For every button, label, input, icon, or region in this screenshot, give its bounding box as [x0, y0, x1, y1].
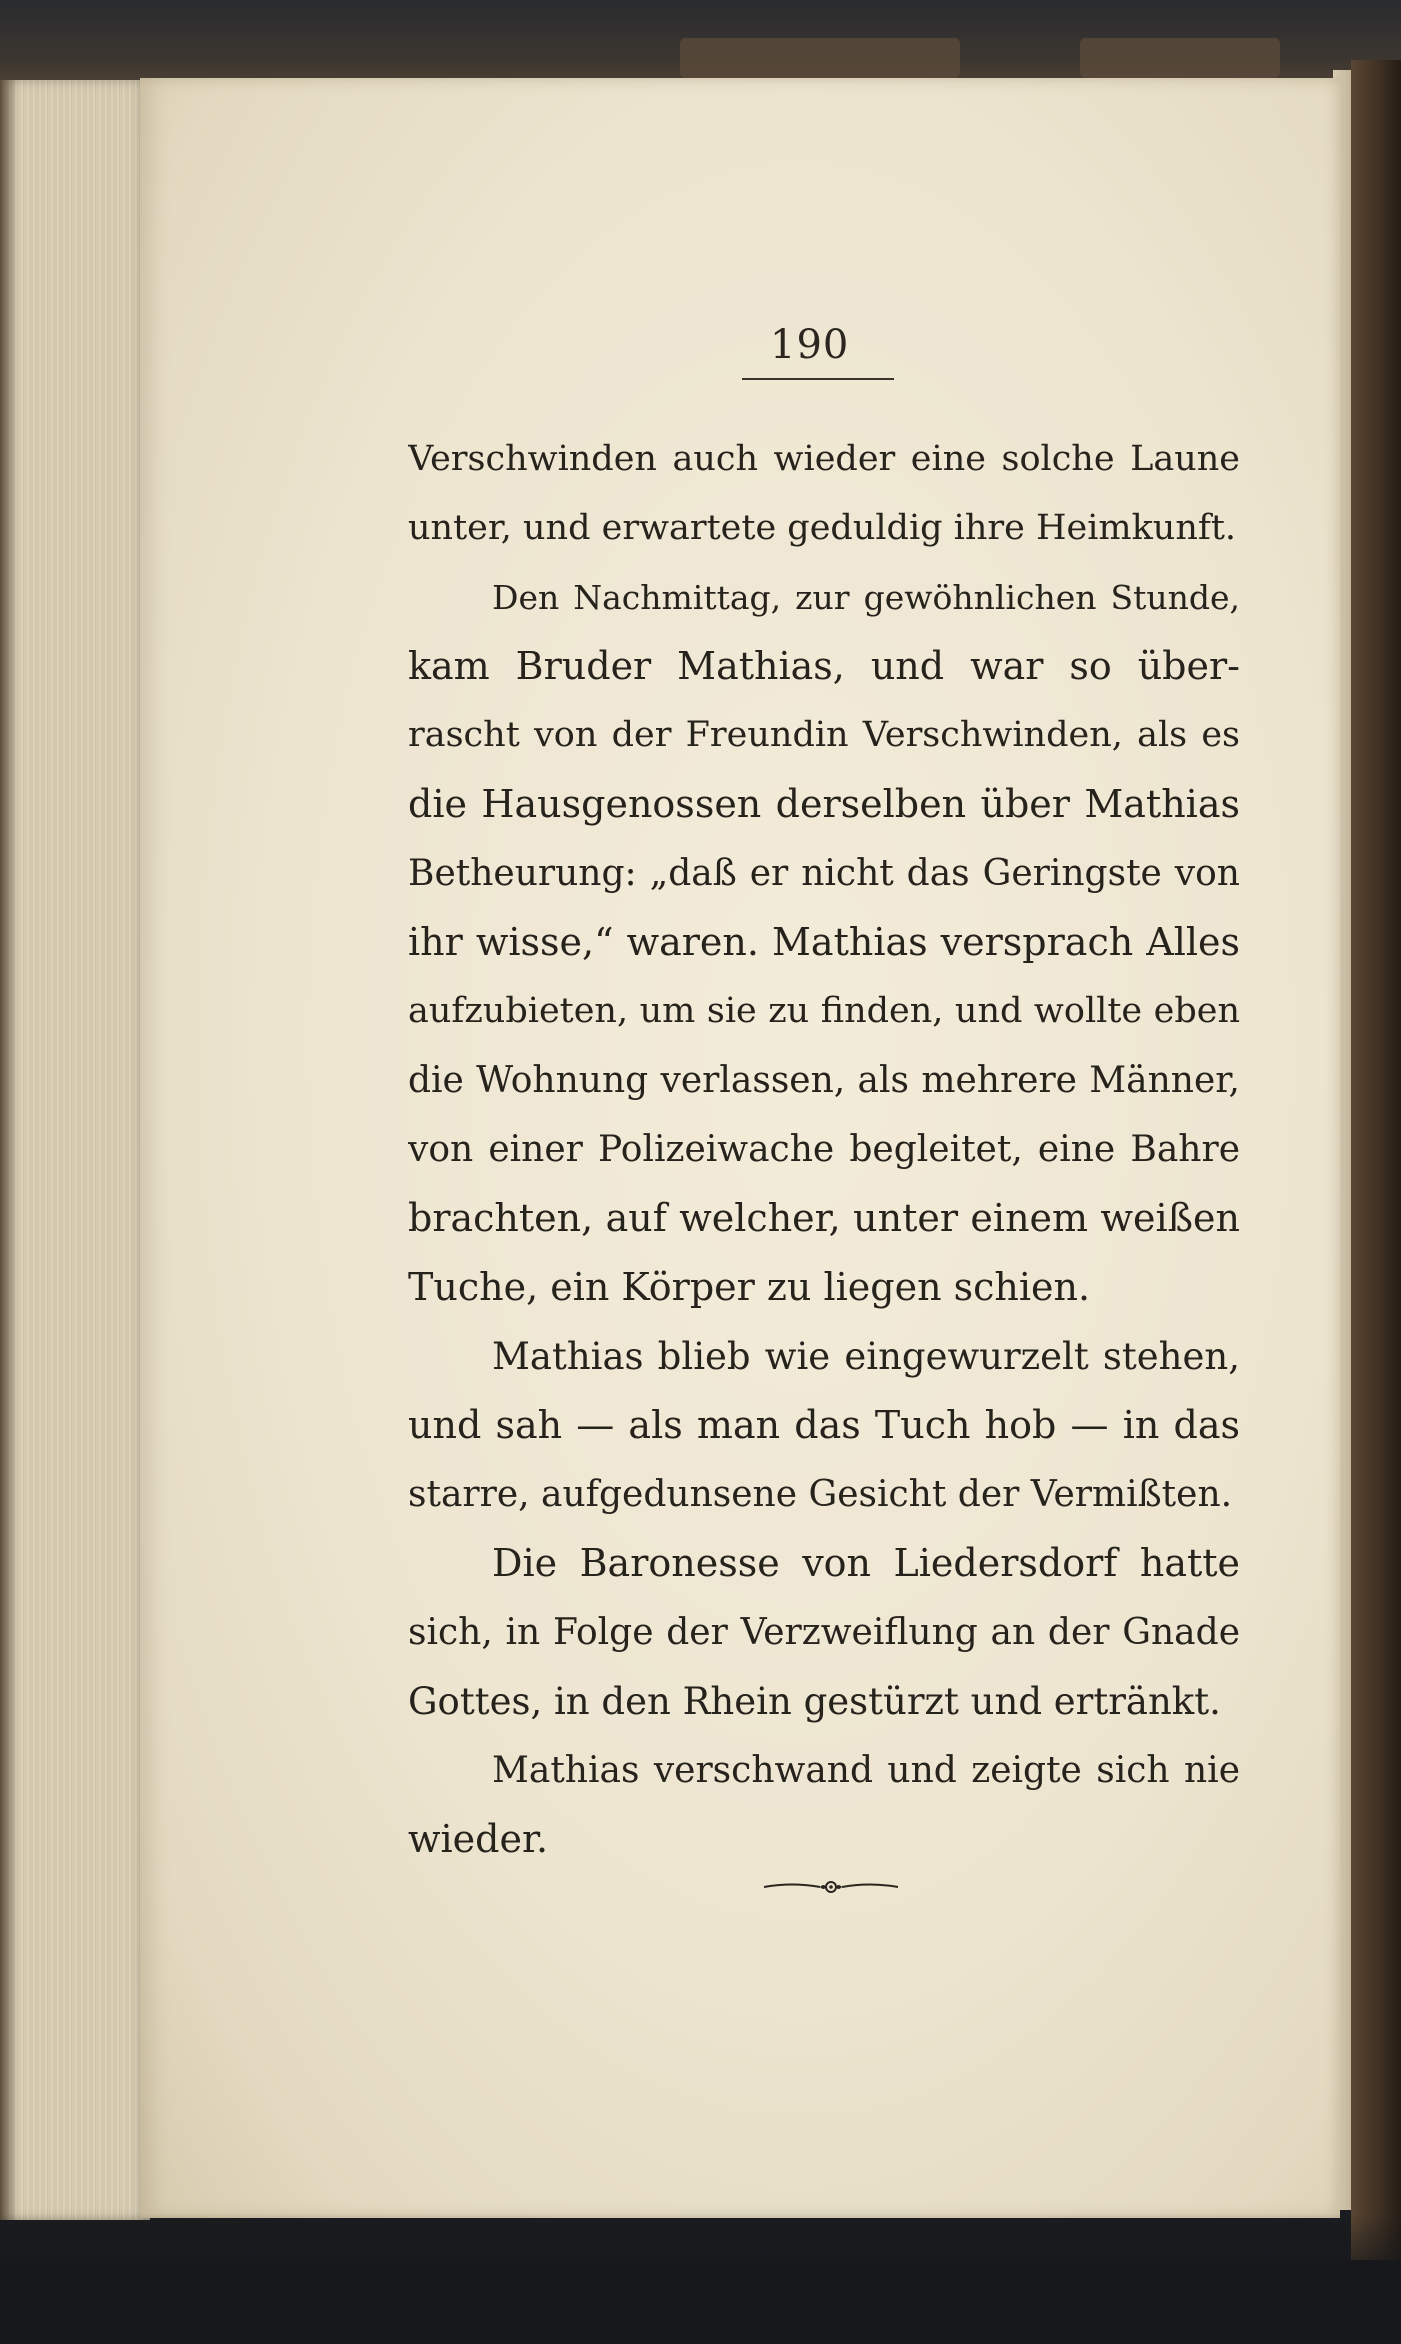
left-page-stack	[0, 80, 150, 2220]
text-line: Verschwinden auch wieder eine solche Laune	[408, 439, 1240, 479]
page-number-rule	[742, 378, 894, 380]
binding-tear	[680, 38, 960, 78]
bottom-shadow	[0, 2214, 1401, 2344]
page-number: 190	[770, 322, 850, 368]
text-line: von einer Polizeiwache begleitet, eine Bahre	[408, 1129, 1240, 1170]
text-line: Mathias verschwand und zeigte sich nie	[492, 1750, 1240, 1791]
text-line: unter, und erwartete geduldig ihre Heimkunft.	[408, 508, 1237, 548]
text-line: die Hausgenossen derselben über Mathias	[408, 782, 1240, 826]
text-line: Den Nachmittag, zur gewöhnlichen Stunde,	[492, 578, 1240, 617]
book-binding-top	[0, 0, 1401, 80]
text-line: sich, in Folge der Verzweiflung an der Gnade	[408, 1612, 1240, 1653]
text-line: Tuche, ein Körper zu liegen schien.	[408, 1265, 1091, 1309]
text-line: und sah — als man das Tuch hob — in das	[408, 1403, 1240, 1447]
text-line: Betheurung: „daß er nicht das Geringste von	[408, 853, 1240, 894]
text-line: wieder.	[408, 1817, 549, 1861]
text-line: starre, aufgedunsene Gesicht der Vermißten.	[408, 1474, 1233, 1515]
text-line: brachten, auf welcher, unter einem weißen	[408, 1196, 1240, 1240]
end-ornament	[762, 1876, 900, 1898]
binding-tear	[1080, 38, 1280, 78]
body-text	[408, 425, 1240, 1874]
text-line: Gottes, in den Rhein gestürzt und ertränkt.	[408, 1680, 1221, 1723]
text-line: aufzubieten, um sie zu finden, und wollte eben	[408, 991, 1240, 1031]
text-line: Mathias blieb wie eingewurzelt stehen,	[492, 1335, 1240, 1378]
text-line: die Wohnung verlassen, als mehrere Männer,	[408, 1060, 1240, 1101]
book-cover-edge	[1351, 60, 1401, 2260]
page-stack-shadow	[0, 80, 18, 2220]
text-line: Die Baronesse von Liedersdorf hatte	[492, 1541, 1240, 1585]
text-line: ihr wisse,“ waren. Mathias versprach Alles	[408, 920, 1240, 964]
text-line: kam Bruder Mathias, und war so über-	[408, 644, 1240, 688]
text-line: rascht von der Freundin Verschwinden, als es	[408, 715, 1240, 755]
